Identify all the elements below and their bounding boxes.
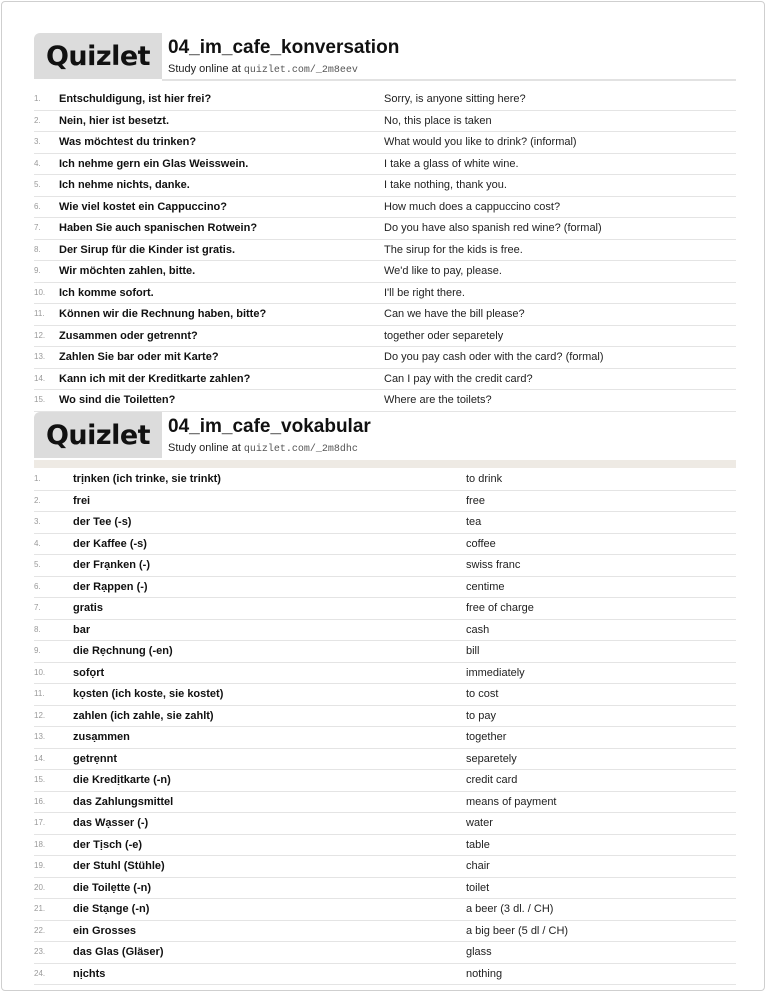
card-row bbox=[34, 218, 736, 240]
card-definition: free of charge bbox=[466, 602, 534, 614]
card-row bbox=[34, 390, 736, 412]
card-number: 16. bbox=[34, 796, 46, 806]
card-definition: toilet bbox=[466, 881, 490, 894]
header-divider bbox=[162, 79, 736, 81]
card-term: Ich nehme gern ein Glas Weisswein. bbox=[59, 157, 249, 170]
quizlet-logo bbox=[34, 412, 162, 458]
card-term: der Stuhl (Stühle) bbox=[73, 860, 165, 872]
card-definition: I take nothing, thank you. bbox=[384, 179, 507, 191]
card-definition: a big beer (5 dl / CH) bbox=[466, 924, 569, 937]
card-row bbox=[34, 197, 736, 219]
card-number: 4. bbox=[34, 158, 41, 168]
set-url-link[interactable]: quizlet.com/_2m8eev bbox=[243, 65, 358, 76]
card-number: 7. bbox=[34, 603, 41, 612]
card-definition: chair bbox=[466, 860, 490, 872]
card-term: nịchts bbox=[73, 967, 106, 980]
card-row bbox=[34, 347, 736, 369]
card-term: die Rẹchnung (-en) bbox=[73, 645, 173, 657]
card-row bbox=[34, 154, 736, 176]
card-term: Können wir die Rechnung haben, bitte? bbox=[59, 308, 267, 320]
card-definition: How much does a cappuccino cost? bbox=[384, 200, 561, 213]
card-term: der Tee (-s) bbox=[73, 516, 132, 528]
card-definition: table bbox=[466, 838, 490, 851]
card-number: 2. bbox=[34, 115, 41, 125]
card-definition: means of payment bbox=[466, 795, 557, 808]
card-definition: Where are the toilets? bbox=[384, 394, 492, 406]
card-list bbox=[34, 89, 736, 412]
card-term: der Tịsch (-e) bbox=[73, 838, 143, 851]
study-set-vokabular bbox=[34, 412, 736, 985]
card-number: 1. bbox=[34, 94, 41, 103]
card-definition: Sorry, is anyone sitting here? bbox=[384, 93, 526, 105]
study-online-line bbox=[168, 63, 358, 76]
card-row bbox=[34, 240, 736, 262]
card-term: frei bbox=[73, 494, 91, 507]
card-number: 8. bbox=[34, 244, 41, 254]
card-number: 9. bbox=[34, 646, 41, 655]
card-term: bar bbox=[73, 623, 91, 636]
card-row bbox=[34, 684, 736, 706]
card-row bbox=[34, 899, 736, 921]
logo-text: Quizlet bbox=[45, 40, 151, 72]
card-term: ein Grosses bbox=[73, 924, 136, 937]
card-term: die Kredịtkarte (-n) bbox=[73, 774, 171, 786]
card-row bbox=[34, 792, 736, 814]
card-definition: together bbox=[466, 731, 507, 743]
card-definition: bill bbox=[466, 645, 480, 657]
card-term: der Frạnken (-) bbox=[73, 559, 151, 571]
card-number: 21. bbox=[34, 904, 46, 913]
card-row bbox=[34, 469, 736, 491]
card-row bbox=[34, 175, 736, 197]
card-row bbox=[34, 304, 736, 326]
card-term: Was möchtest du trinken? bbox=[59, 136, 197, 148]
card-number: 5. bbox=[34, 180, 41, 189]
card-number: 14. bbox=[34, 753, 46, 763]
card-row bbox=[34, 598, 736, 620]
card-definition: glass bbox=[466, 946, 492, 958]
quizlet-logo bbox=[34, 33, 162, 79]
card-number: 13. bbox=[34, 352, 46, 361]
card-number: 24. bbox=[34, 968, 46, 978]
card-term: Der Sirup für die Kinder ist gratis. bbox=[59, 243, 236, 256]
card-term: kọsten (ich koste, sie kostet) bbox=[73, 688, 224, 700]
card-definition: I take a glass of white wine. bbox=[384, 157, 519, 170]
card-term: trịnken (ich trinke, sie trinkt) bbox=[73, 473, 221, 485]
header-divider bbox=[34, 460, 736, 468]
card-row bbox=[34, 749, 736, 771]
card-row bbox=[34, 111, 736, 133]
card-number: 10. bbox=[34, 667, 46, 677]
card-definition: nothing bbox=[466, 967, 503, 980]
card-row bbox=[34, 878, 736, 900]
logo-text: Quizlet bbox=[45, 419, 151, 451]
card-row bbox=[34, 813, 736, 835]
card-definition: What would you like to drink? (informal) bbox=[384, 136, 577, 148]
card-number: 2. bbox=[34, 495, 41, 505]
set-title: 04_im_cafe_vokabular bbox=[168, 416, 371, 437]
card-number: 20. bbox=[34, 882, 46, 892]
card-row bbox=[34, 835, 736, 857]
card-definition: I'll be right there. bbox=[384, 286, 465, 299]
card-term: das Wạsser (-) bbox=[73, 817, 149, 829]
card-number: 7. bbox=[34, 223, 41, 232]
card-list bbox=[34, 469, 736, 985]
study-set-konversation bbox=[34, 33, 736, 412]
card-number: 9. bbox=[34, 266, 41, 275]
card-number: 6. bbox=[34, 581, 41, 591]
card-term: das Zahlungsmittel bbox=[73, 795, 174, 808]
set-header bbox=[34, 33, 736, 82]
study-label: Study online at bbox=[168, 442, 241, 454]
card-number: 10. bbox=[34, 287, 46, 297]
card-number: 1. bbox=[34, 474, 41, 483]
card-number: 17. bbox=[34, 818, 46, 827]
card-row bbox=[34, 369, 736, 391]
card-row bbox=[34, 770, 736, 792]
card-row bbox=[34, 706, 736, 728]
card-number: 14. bbox=[34, 373, 46, 383]
card-definition: credit card bbox=[466, 774, 518, 786]
card-definition: to cost bbox=[466, 688, 499, 700]
card-row bbox=[34, 964, 736, 986]
card-number: 5. bbox=[34, 560, 41, 569]
card-term: Wir möchten zahlen, bitte. bbox=[59, 265, 196, 277]
card-term: sofọrt bbox=[73, 666, 105, 679]
study-online-line bbox=[168, 442, 358, 455]
card-definition: cash bbox=[466, 623, 490, 636]
card-term: Zusammen oder getrennt? bbox=[59, 329, 198, 342]
card-term: Ich nehme nichts, danke. bbox=[59, 179, 190, 191]
card-term: Wo sind die Toiletten? bbox=[59, 394, 176, 406]
card-row bbox=[34, 491, 736, 513]
card-term: der Rạppen (-) bbox=[73, 580, 148, 593]
card-row bbox=[34, 512, 736, 534]
card-definition: to pay bbox=[466, 709, 496, 722]
card-definition: tea bbox=[466, 516, 482, 528]
card-term: Ich komme sofort. bbox=[59, 286, 154, 299]
card-term: Entschuldigung, ist hier frei? bbox=[59, 93, 212, 105]
set-url-link[interactable]: quizlet.com/_2m8dhc bbox=[243, 444, 358, 455]
card-row bbox=[34, 641, 736, 663]
card-term: Wie viel kostet ein Cappuccino? bbox=[59, 200, 227, 213]
card-definition: Can we have the bill please? bbox=[384, 308, 525, 320]
card-number: 23. bbox=[34, 947, 46, 956]
card-row bbox=[34, 856, 736, 878]
card-definition: Do you pay cash oder with the card? (formal) bbox=[384, 351, 604, 363]
set-header bbox=[34, 412, 736, 469]
card-definition: a beer (3 dl. / CH) bbox=[466, 903, 554, 915]
card-row bbox=[34, 132, 736, 154]
card-row bbox=[34, 727, 736, 749]
card-number: 4. bbox=[34, 538, 41, 548]
card-definition: swiss franc bbox=[466, 559, 521, 571]
card-number: 22. bbox=[34, 925, 46, 935]
card-term: zahlen (ich zahle, sie zahlt) bbox=[73, 709, 214, 722]
card-term: das Glas (Gläser) bbox=[73, 946, 164, 958]
card-term: zusạmmen bbox=[73, 731, 130, 743]
card-number: 3. bbox=[34, 137, 41, 146]
card-number: 19. bbox=[34, 861, 46, 870]
card-term: die Toilẹtte (-n) bbox=[73, 881, 152, 894]
card-number: 8. bbox=[34, 624, 41, 634]
card-number: 18. bbox=[34, 839, 46, 849]
card-definition: free bbox=[466, 494, 485, 507]
card-definition: water bbox=[466, 817, 493, 829]
card-number: 15. bbox=[34, 395, 46, 404]
set-title: 04_im_cafe_konversation bbox=[168, 37, 400, 58]
card-definition: coffee bbox=[466, 537, 496, 550]
card-term: die Stạnge (-n) bbox=[73, 903, 150, 915]
card-term: Zahlen Sie bar oder mit Karte? bbox=[59, 351, 219, 363]
card-term: Haben Sie auch spanischen Rotwein? bbox=[59, 222, 258, 234]
card-row bbox=[34, 555, 736, 577]
card-row bbox=[34, 326, 736, 348]
card-row bbox=[34, 663, 736, 685]
card-number: 6. bbox=[34, 201, 41, 211]
card-number: 3. bbox=[34, 517, 41, 526]
card-row bbox=[34, 89, 736, 111]
card-definition: Can I pay with the credit card? bbox=[384, 372, 533, 385]
card-term: der Kaffee (-s) bbox=[73, 537, 147, 550]
card-definition: separetely bbox=[466, 752, 517, 765]
card-number: 11. bbox=[34, 689, 45, 698]
study-label: Study online at bbox=[168, 63, 241, 75]
card-number: 12. bbox=[34, 330, 46, 340]
card-term: gratis bbox=[73, 602, 103, 614]
card-term: Nein, hier ist besetzt. bbox=[59, 114, 170, 127]
card-row bbox=[34, 620, 736, 642]
card-number: 13. bbox=[34, 732, 46, 741]
card-number: 15. bbox=[34, 775, 46, 784]
card-row bbox=[34, 577, 736, 599]
card-definition: We'd like to pay, please. bbox=[384, 265, 502, 277]
card-term: Kann ich mit der Kreditkarte zahlen? bbox=[59, 372, 251, 385]
card-row bbox=[34, 261, 736, 283]
card-definition: together oder separetely bbox=[384, 329, 504, 342]
card-number: 12. bbox=[34, 710, 46, 720]
card-row bbox=[34, 921, 736, 943]
card-number: 11. bbox=[34, 309, 45, 318]
card-definition: The sirup for the kids is free. bbox=[384, 243, 523, 256]
page bbox=[1, 1, 765, 991]
card-definition: No, this place is taken bbox=[384, 114, 492, 127]
card-definition: immediately bbox=[466, 666, 525, 679]
card-definition: Do you have also spanish red wine? (formal) bbox=[384, 222, 602, 234]
card-definition: to drink bbox=[466, 473, 503, 485]
card-row bbox=[34, 283, 736, 305]
card-term: getrẹnnt bbox=[73, 752, 117, 765]
card-definition: centime bbox=[466, 580, 505, 593]
card-row bbox=[34, 942, 736, 964]
card-row bbox=[34, 534, 736, 556]
